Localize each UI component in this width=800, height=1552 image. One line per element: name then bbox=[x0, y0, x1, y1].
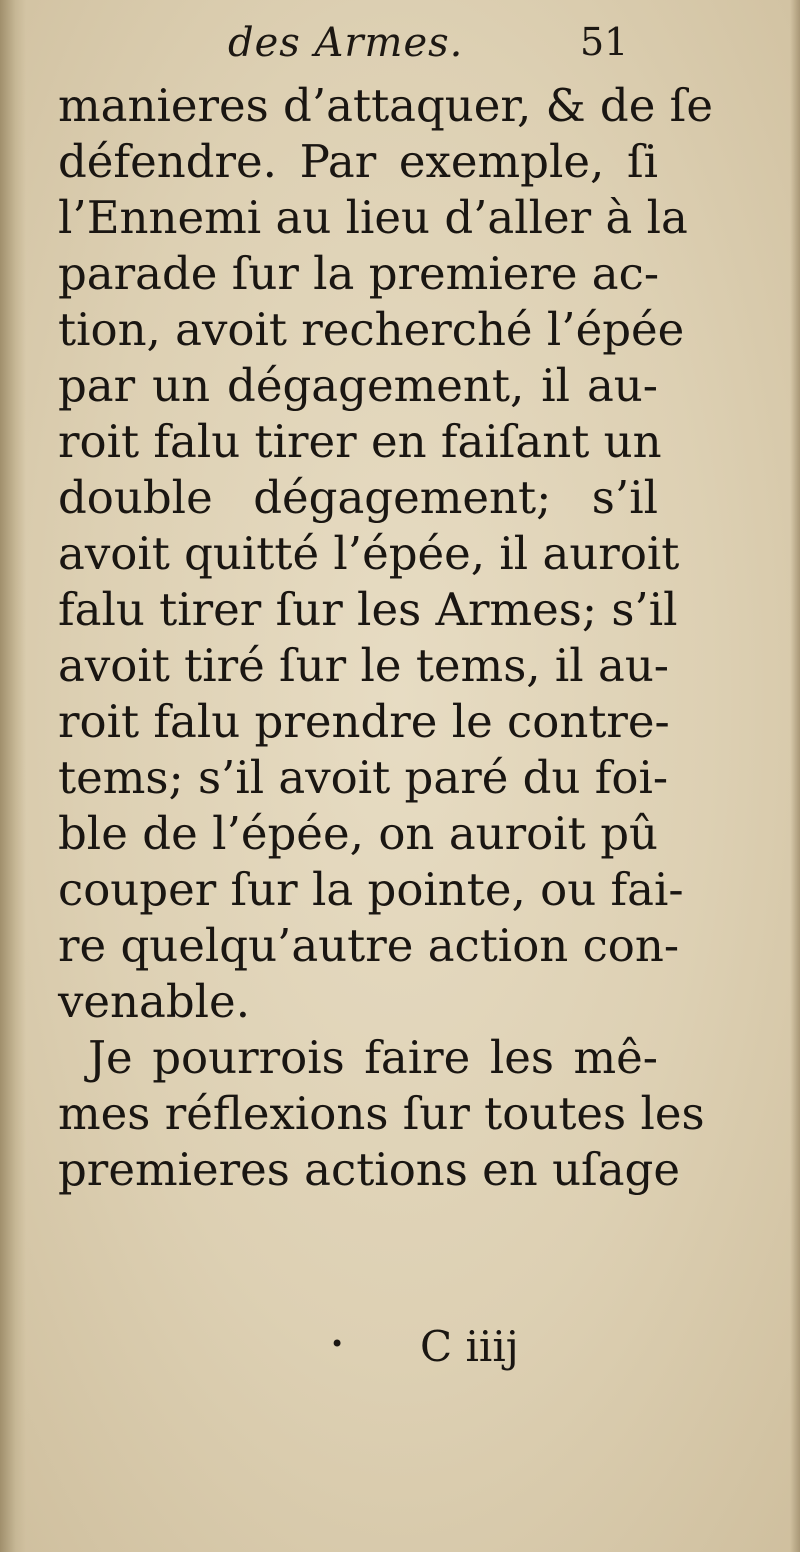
text-line: tion, avoit recherché l’épée bbox=[58, 303, 685, 356]
page-footer bbox=[0, 1322, 800, 1382]
running-head: des Armes. bbox=[228, 20, 464, 66]
text-line: tems; s’il avoit paré du foi- bbox=[58, 751, 669, 804]
page-number: 51 bbox=[580, 20, 629, 64]
page-header bbox=[0, 14, 800, 74]
text-line: premieres actions en uſage bbox=[58, 1143, 680, 1196]
text-line: défendre. Par exemple, ſi bbox=[58, 135, 658, 188]
text-line: l’Ennemi au lieu d’aller à la bbox=[58, 191, 688, 244]
text-line: couper ſur la pointe, ou fai- bbox=[58, 863, 684, 916]
ornament-mark: • bbox=[330, 1330, 345, 1358]
text-line: venable. bbox=[58, 975, 250, 1028]
page-gutter-shadow bbox=[0, 0, 26, 1552]
text-line: par un dégagement, il au- bbox=[58, 359, 658, 412]
text-line: falu tirer ſur les Armes; s’il bbox=[58, 583, 678, 636]
page-edge-shadow bbox=[790, 0, 800, 1552]
text-line: re quelqu’autre action con- bbox=[58, 919, 680, 972]
text-line: parade ſur la premiere ac- bbox=[58, 247, 660, 300]
text-line: Je pourrois faire les mê- bbox=[88, 1031, 658, 1084]
text-line: avoit tiré ſur le tems, il au- bbox=[58, 639, 670, 692]
text-line: roit falu prendre le contre- bbox=[58, 695, 670, 748]
text-line: avoit quitté l’épée, il auroit bbox=[58, 527, 680, 580]
text-line: manieres d’attaquer, & de ſe bbox=[58, 79, 713, 132]
signature-mark: C iiij bbox=[420, 1322, 519, 1371]
text-line: double dégagement; s’il bbox=[58, 471, 658, 524]
text-line: roit falu tirer en faiſant un bbox=[58, 415, 662, 468]
text-line: ble de l’épée, on auroit pû bbox=[58, 807, 658, 860]
text-line: mes réflexions ſur toutes les bbox=[58, 1087, 705, 1140]
body-text bbox=[58, 78, 713, 1198]
